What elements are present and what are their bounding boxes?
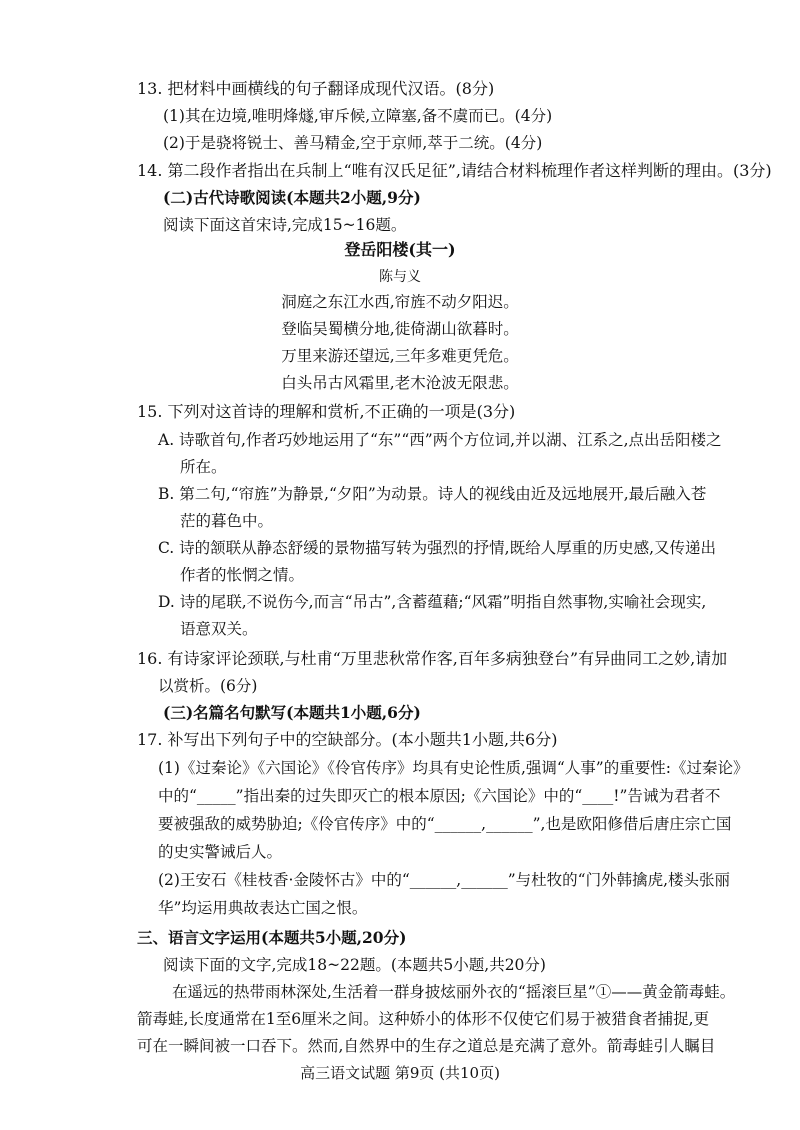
option-a-cont: 所在。 <box>180 458 227 476</box>
question-15: 15. 下列对这首诗的理解和赏析,不正确的一项是(3分) <box>137 402 516 421</box>
poem-title: 登岳阳楼(其一) <box>344 240 456 259</box>
passage-line: 箭毒蛙,长度通常在1至6厘米之间。这种娇小的体形不仅使它们易于被猎食者捕捉,更 <box>137 1010 710 1028</box>
q17-part-2: (2)王安石《桂枝香·金陵怀古》中的“______,______”与杜牧的“门外韩擒虎,楼头张丽 <box>158 871 731 889</box>
poem-line: 登临吴蜀横分地,徙倚湖山欲暮时。 <box>281 320 519 338</box>
option-b-cont: 茫的暮色中。 <box>180 512 274 530</box>
passage-line: 在遥远的热带雨林深处,生活着一群身披炫丽外衣的“摇滚巨星”①——黄金箭毒蛙。 <box>172 983 736 1001</box>
option-c-cont: 作者的怅惘之情。 <box>180 566 305 584</box>
option-c: C. 诗的颔联从静态舒缓的景物描写转为强烈的抒情,既给人厚重的历史感,又传递出 <box>158 539 717 557</box>
poem-line: 洞庭之东江水西,帘旌不动夕阳迟。 <box>281 293 519 311</box>
section-recitation-heading: (三)名篇名句默写(本题共1小题,6分) <box>163 703 421 722</box>
passage-line: 可在一瞬间被一口吞下。然而,自然界中的生存之道总是充满了意外。箭毒蛙引人瞩目 <box>137 1037 716 1055</box>
page-footer: 高三语文试题 第9页 (共10页) <box>300 1064 500 1082</box>
poem-line: 白头吊古风霜里,老木沧波无限悲。 <box>281 374 519 392</box>
section-language-heading: 三、语言文字运用(本题共5小题,20分) <box>137 928 407 947</box>
q13-item-1: (1)其在边境,唯明烽燧,审斥候,立障塞,备不虞而已。(4分) <box>163 107 553 125</box>
option-d: D. 诗的尾联,不说伤今,而言“吊古”,含蓄蕴藉;“风霜”明指自然事物,实喻社会现实, <box>158 593 707 611</box>
reading-instruction: 阅读下面的文字,完成18~22题。(本题共5小题,共20分) <box>163 956 546 974</box>
option-b: B. 第二句,“帘旌”为静景,“夕阳”为动景。诗人的视线由近及远地展开,最后融入苍 <box>158 485 707 503</box>
option-a: A. 诗歌首句,作者巧妙地运用了“东”“西”两个方位词,并以湖、江系之,点出岳阳楼之 <box>158 431 722 449</box>
question-17: 17. 补写出下列句子中的空缺部分。(本小题共1小题,共6分) <box>137 730 558 749</box>
question-13: 13. 把材料中画横线的句子翻译成现代汉语。(8分) <box>137 79 495 98</box>
poetry-instruction: 阅读下面这首宋诗,完成15~16题。 <box>163 216 407 234</box>
option-d-cont: 语意双关。 <box>180 620 258 638</box>
section-poetry-heading: (二)古代诗歌阅读(本题共2小题,9分) <box>163 188 421 207</box>
q17-part-1-cont: 中的“_____”指出秦的过失即灭亡的根本原因;《六国论》中的“____!”告诫为君者不 <box>158 787 721 805</box>
q17-part-1: (1)《过秦论》《六国论》《伶官传序》均具有史论性质,强调“人事”的重要性:《过秦论》 <box>158 759 749 777</box>
q13-item-2: (2)于是骁将锐士、善马精金,空于京师,萃于二统。(4分) <box>163 134 543 152</box>
q17-part-2-cont: 华”均运用典故表达亡国之恨。 <box>158 899 368 917</box>
question-16: 16. 有诗家评论颈联,与杜甫“万里悲秋常作客,百年多病独登台”有异曲同工之妙,请加 <box>137 649 728 668</box>
q17-part-1-cont: 的史实警诫后人。 <box>158 843 283 861</box>
question-14: 14. 第二段作者指出在兵制上“唯有汉氏足征”,请结合材料梳理作者这样判断的理由。(3分) <box>137 161 772 180</box>
poem-line: 万里来游还望远,三年多难更凭危。 <box>281 347 519 365</box>
poem-author: 陈与义 <box>379 269 421 285</box>
question-16-cont: 以赏析。(6分) <box>158 677 258 695</box>
q17-part-1-cont: 要被强敌的威势胁迫;《伶官传序》中的“______,______”,也是欧阳修借后唐庄宗亡国 <box>158 815 732 833</box>
